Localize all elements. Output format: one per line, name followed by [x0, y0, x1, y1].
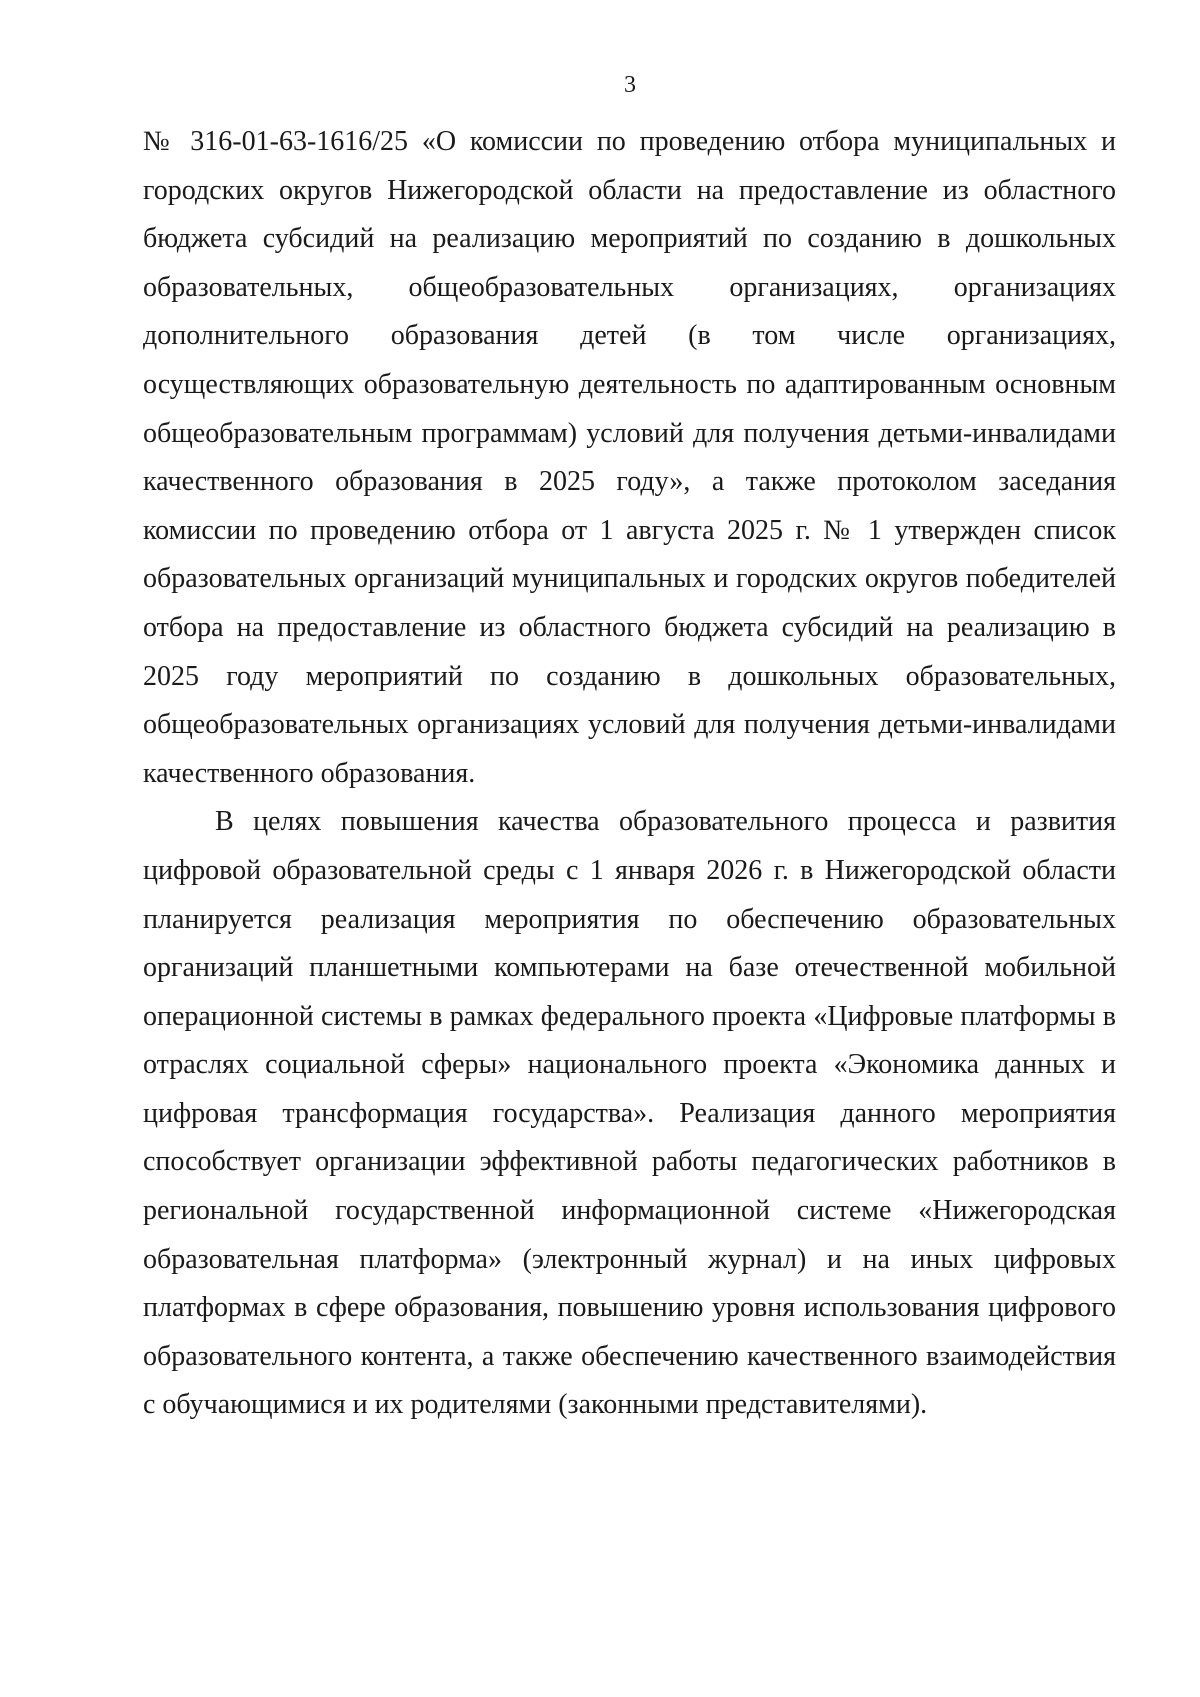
page-number: 3 [624, 72, 636, 98]
paragraph-digital-environment: В целях повышения качества образовательного процесса и развития цифровой образовательной среды с 1 января 2026 г. в Нижегородской области планируется реализация мероприятия по обеспечению образовательных организаций планшетными компьютерами на базе отечественной мобильной операционной системы в рамках федерального проекта «Цифровые платформы в отраслях социальной сферы» национального проекта «Экономика данных и цифровая трансформация государства». Реализация данного мероприятия способствует организации эффективной работы педагогических работников в региональной государственной информационной системе «Нижегородская образовательная платформа» (электронный журнал) и на иных цифровых платформах в сфере образования, повышению уровня использования цифрового образовательного контента, а также обеспечению качественного взаимодействия с обучающимися и их родителями (законными представителями). [143, 806, 1116, 1421]
paragraph-continuation: № 316-01-63-1616/25 «О комиссии по проведению отбора муниципальных и городских округов Нижегородской области на предоставление из областного бюджета субсидий на реализацию мероприятий по созданию в дошкольных образовательных, общеобразовательных организациях, организациях дополнительного образования детей (в том числе организациях, осуществляющих образовательную деятельность по адаптированным основным общеобразовательным программам) условий для получения детьми-инвалидами качественного образования в 2025 году», а также протоколом заседания комиссии по проведению отбора от 1 августа 2025 г. № 1 утвержден список образовательных организаций муниципальных и городских округов победителей отбора на предоставление из областного бюджета субсидий на реализацию в 2025 году мероприятий по созданию в дошкольных образовательных, общеобразовательных организациях условий для получения детьми-инвалидами качественного образования. [143, 126, 1116, 789]
document-body [143, 118, 1116, 1430]
